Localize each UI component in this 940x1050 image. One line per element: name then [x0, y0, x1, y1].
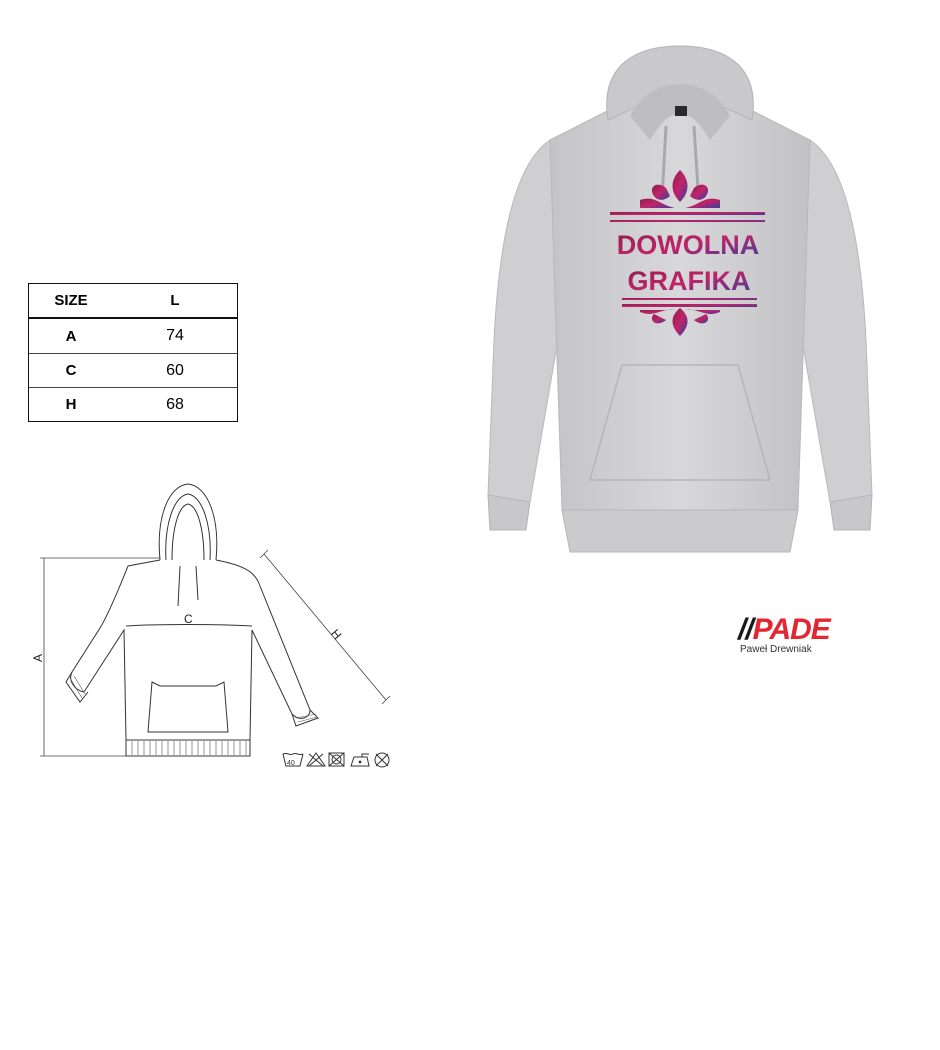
no-dry-clean-icon [375, 753, 389, 767]
measure-key: C [65, 362, 77, 379]
measure-value: 74 [166, 327, 184, 344]
dimension-label-h: H [328, 626, 345, 643]
size-table [28, 283, 238, 422]
logo-subtitle: Paweł Drewniak [740, 644, 812, 655]
logo-mark [738, 614, 830, 646]
hoodie-measurement-diagram [28, 478, 398, 778]
iron-low-icon [351, 754, 369, 766]
logo-word: PADE [752, 613, 830, 646]
logo-slashes: // [738, 613, 753, 646]
table-row [29, 353, 237, 387]
measure-value: 60 [166, 361, 184, 379]
table-row [29, 319, 237, 353]
pade-logo [738, 614, 878, 660]
hoodie-outline-icon [28, 478, 398, 778]
hoodie-photo [480, 40, 880, 560]
measure-key: A [65, 327, 77, 345]
measure-value: 68 [166, 395, 184, 413]
size-header-label: SIZE [54, 292, 88, 309]
no-tumble-dry-icon [329, 753, 344, 766]
table-row [29, 387, 237, 421]
measure-key: H [65, 396, 77, 413]
dimension-label-a: A [31, 653, 45, 662]
wash-40-icon [283, 753, 303, 767]
dimension-label-c: C [184, 612, 193, 626]
size-header-value: L [170, 292, 180, 309]
print-line-2: GRAFIKA [627, 266, 751, 296]
hoodie-product-image [480, 40, 880, 560]
size-table-header [29, 284, 237, 319]
wash-temp-label: 40 [287, 760, 295, 767]
print-line-1: DOWOLNA [616, 230, 760, 260]
no-bleach-icon [307, 753, 325, 766]
